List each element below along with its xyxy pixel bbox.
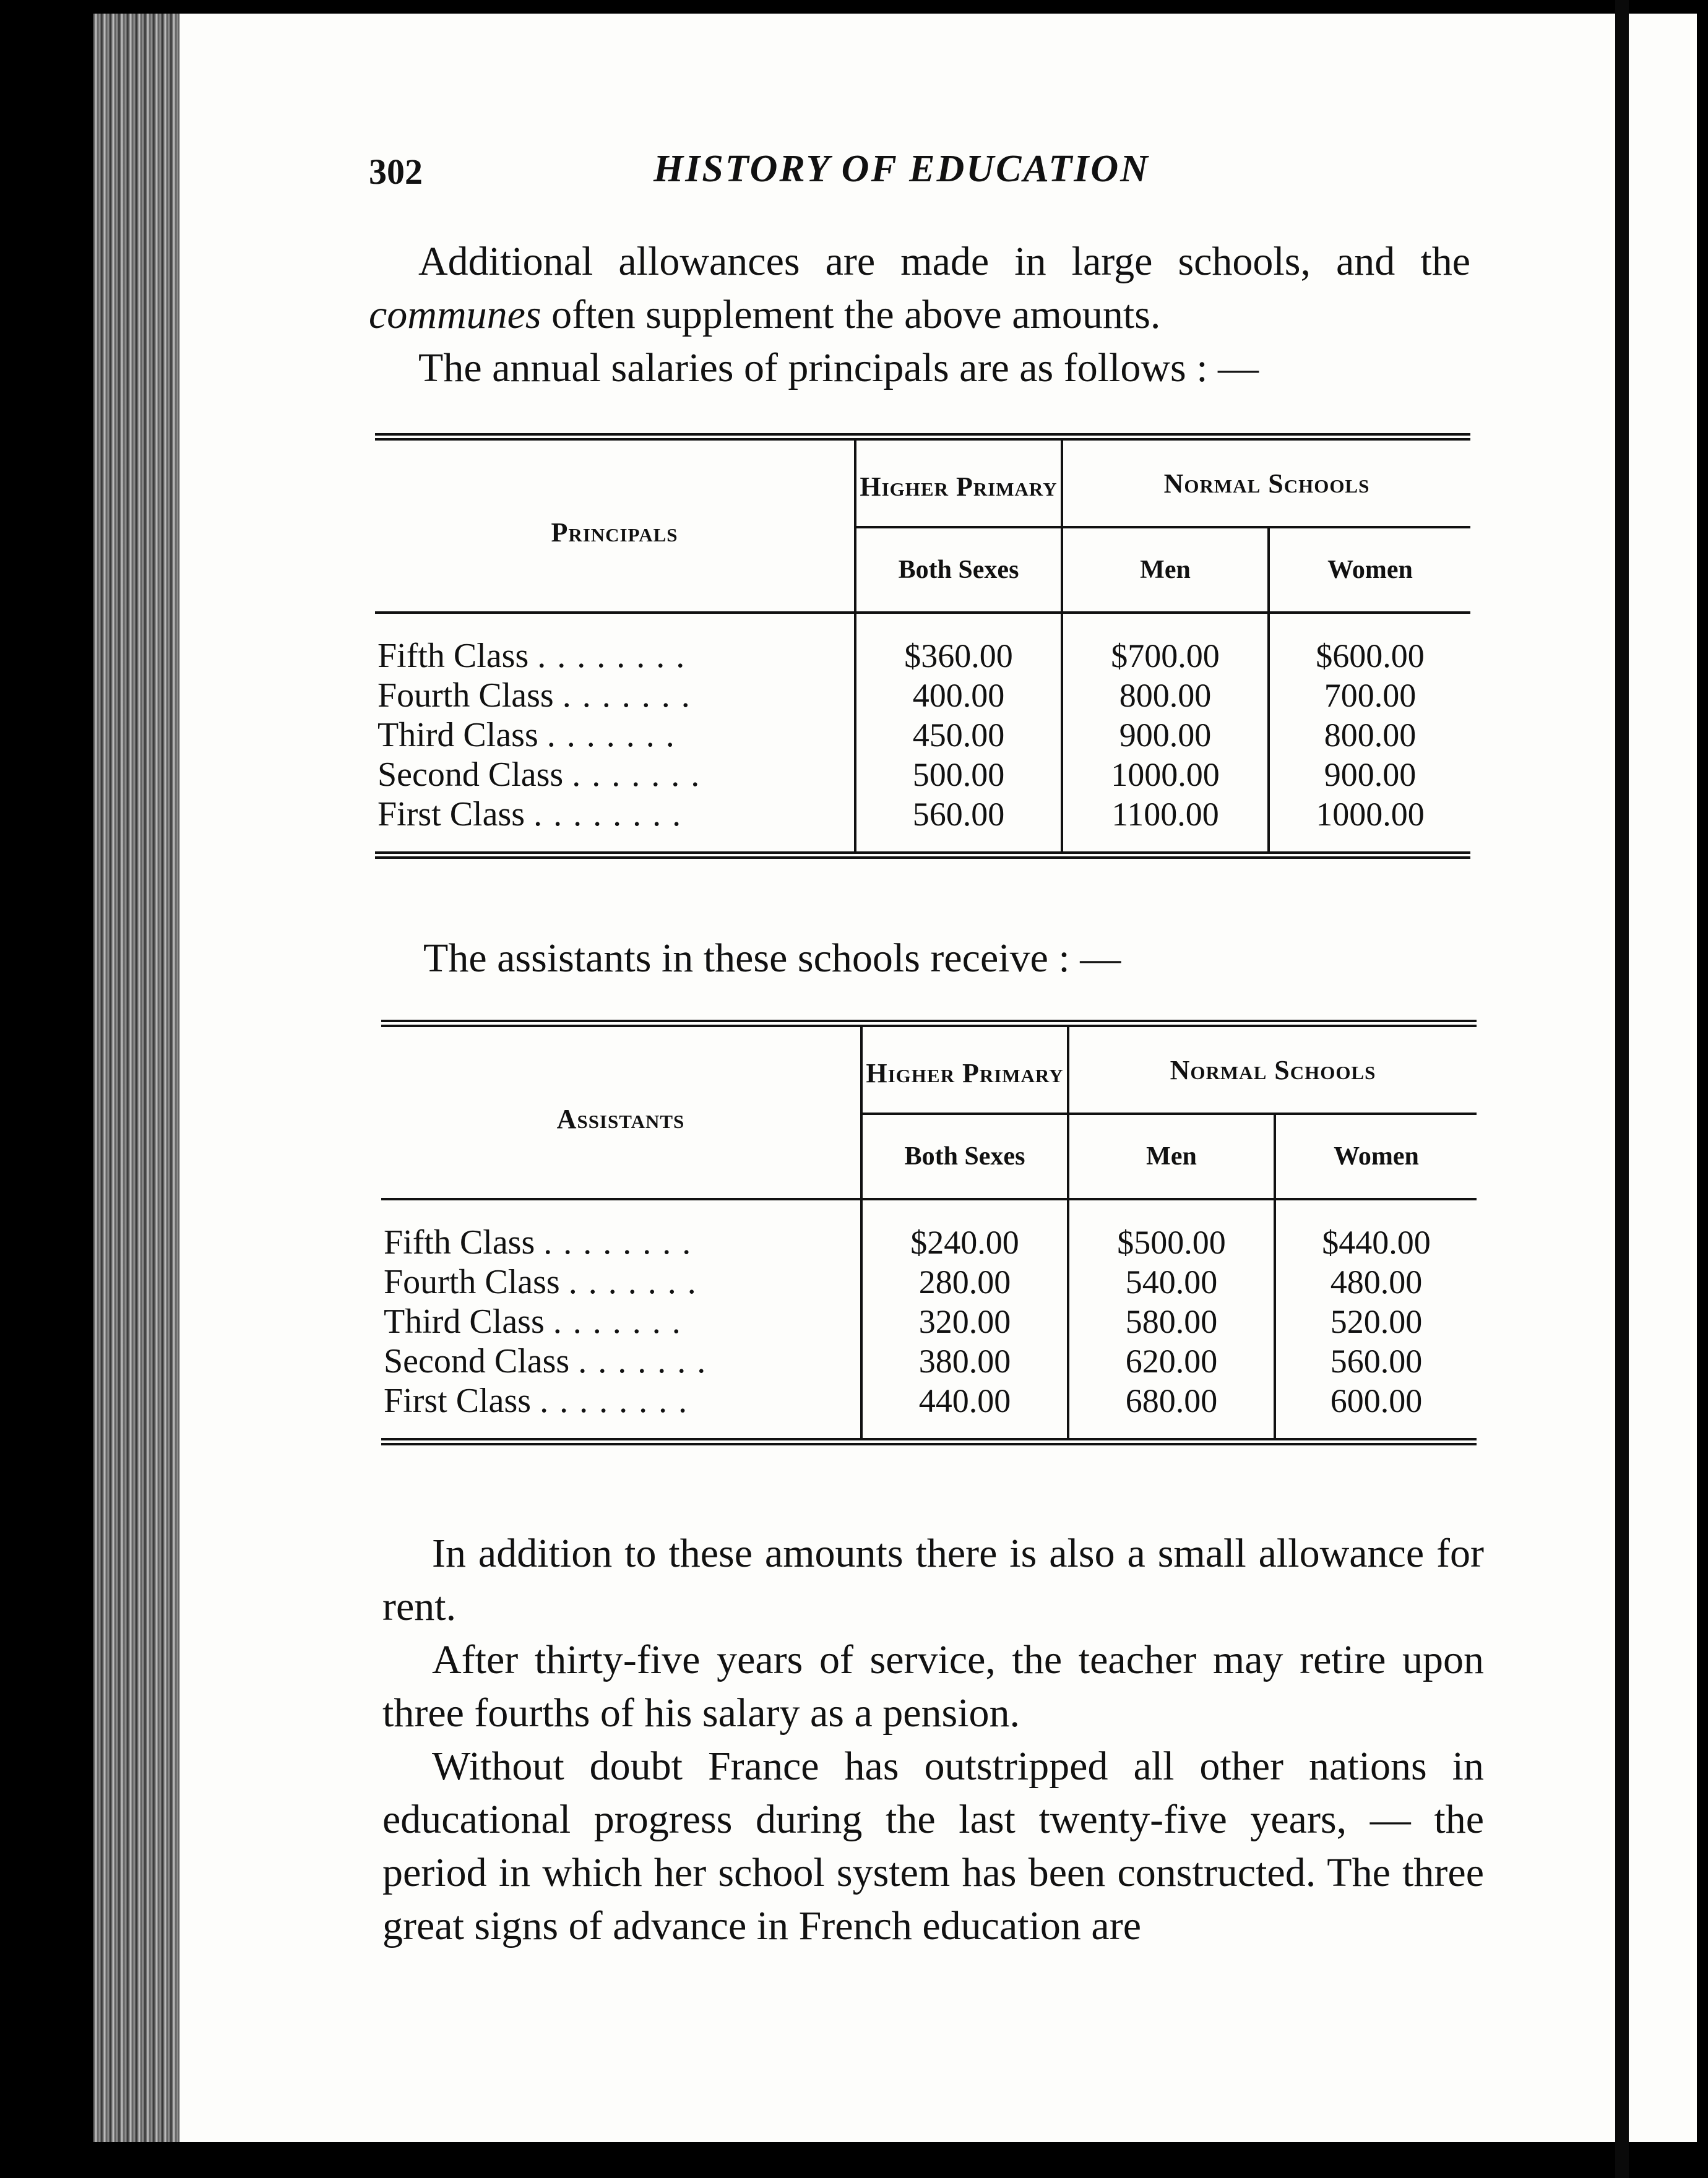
cell-women: 600.00 <box>1275 1381 1477 1442</box>
table-row <box>375 715 1470 755</box>
normal-schools-header: Normal Schools <box>1068 1023 1477 1114</box>
leader-dots: ....... <box>562 676 701 715</box>
intro-paragraph-2: The annual salaries of principals are as follows : — <box>418 345 1259 390</box>
cell-women: 900.00 <box>1269 755 1470 794</box>
men-header: Men <box>1068 1114 1275 1199</box>
closing-paragraph-1: In addition to these amounts there is also a small allowance for rent. <box>382 1531 1484 1629</box>
table-header-row <box>375 437 1470 527</box>
class-label: Fourth Class <box>384 1263 560 1301</box>
page-gutter <box>1615 0 1629 2178</box>
cell-both-sexes: $240.00 <box>861 1199 1068 1262</box>
cell-both-sexes: 280.00 <box>861 1262 1068 1302</box>
class-label: Fifth Class <box>377 637 529 675</box>
men-header: Men <box>1062 527 1269 613</box>
row-header-assistants: Assistants <box>381 1023 861 1199</box>
closing-paragraph-3: Without doubt France has outstripped all other nations in educational progress during the last twenty-five years, — the period in which her school system has been constructed. The three great signs of advance in French education are <box>382 1744 1484 1948</box>
class-label: Second Class <box>384 1342 570 1380</box>
principals-salary-table <box>375 433 1470 859</box>
cell-men: 1100.00 <box>1062 794 1269 855</box>
cell-women: 520.00 <box>1275 1302 1477 1341</box>
leader-dots: ....... <box>546 716 686 754</box>
cell-both-sexes: 450.00 <box>855 715 1062 755</box>
cell-men: 580.00 <box>1068 1302 1275 1341</box>
cell-women: 480.00 <box>1275 1262 1477 1302</box>
cell-men: 800.00 <box>1062 676 1269 715</box>
cell-men: $500.00 <box>1068 1199 1275 1262</box>
cell-both-sexes: 440.00 <box>861 1381 1068 1442</box>
cell-both-sexes: 500.00 <box>855 755 1062 794</box>
leader-dots: ........ <box>533 795 692 833</box>
cell-men: 620.00 <box>1068 1341 1275 1381</box>
running-title: HISTORY OF EDUCATION <box>653 148 1150 190</box>
leader-dots: ....... <box>578 1342 717 1380</box>
leader-dots: ....... <box>568 1263 707 1301</box>
assistants-salary-table <box>381 1020 1477 1445</box>
class-label: Fifth Class <box>384 1223 535 1262</box>
both-sexes-header: Both Sexes <box>855 527 1062 613</box>
normal-schools-header: Normal Schools <box>1062 437 1470 527</box>
higher-primary-header: Higher Primary <box>855 437 1062 527</box>
row-header-principals: Principals <box>375 437 855 613</box>
cell-women: 1000.00 <box>1269 794 1470 855</box>
leader-dots: ........ <box>543 1223 702 1262</box>
running-head <box>369 147 1470 197</box>
table-row <box>375 676 1470 715</box>
cell-men: $700.00 <box>1062 613 1269 676</box>
women-header: Women <box>1269 527 1470 613</box>
class-label: First Class <box>384 1382 532 1420</box>
table-row <box>375 613 1470 676</box>
cell-both-sexes: 380.00 <box>861 1341 1068 1381</box>
facing-page-edge <box>1629 14 1697 2142</box>
cell-both-sexes: 400.00 <box>855 676 1062 715</box>
cell-men: 680.00 <box>1068 1381 1275 1442</box>
cell-women: 700.00 <box>1269 676 1470 715</box>
assistants-intro: The assistants in these schools receive : — <box>423 936 1121 981</box>
intro-paragraph-1: Additional allowances are made in large schools, and the communes often supplement the above amounts. <box>369 239 1470 337</box>
closing-paragraph-2: After thirty-five years of service, the teacher may retire upon three fourths of his salary as a pension. <box>382 1637 1484 1736</box>
class-label: Third Class <box>384 1302 545 1341</box>
class-label: Third Class <box>377 716 538 754</box>
class-label: Fourth Class <box>377 676 554 715</box>
cell-men: 540.00 <box>1068 1262 1275 1302</box>
table-row <box>381 1341 1477 1381</box>
cell-women: 560.00 <box>1275 1341 1477 1381</box>
cell-both-sexes: 320.00 <box>861 1302 1068 1341</box>
cell-women: 800.00 <box>1269 715 1470 755</box>
table-row <box>381 1302 1477 1341</box>
cell-both-sexes: $360.00 <box>855 613 1062 676</box>
higher-primary-header: Higher Primary <box>861 1023 1068 1114</box>
cell-women: $440.00 <box>1275 1199 1477 1262</box>
leader-dots: ....... <box>553 1302 692 1341</box>
leader-dots: ........ <box>540 1382 699 1420</box>
class-label: Second Class <box>377 755 564 794</box>
cell-men: 900.00 <box>1062 715 1269 755</box>
leader-dots: ....... <box>572 755 711 794</box>
table-row <box>381 1381 1477 1442</box>
women-header: Women <box>1275 1114 1477 1199</box>
cell-women: $600.00 <box>1269 613 1470 676</box>
table-row <box>381 1199 1477 1262</box>
cell-men: 1000.00 <box>1062 755 1269 794</box>
table-header-row <box>381 1023 1477 1114</box>
class-label: First Class <box>377 795 525 833</box>
leader-dots: ........ <box>537 637 696 675</box>
italic-word: communes <box>369 292 541 337</box>
both-sexes-header: Both Sexes <box>861 1114 1068 1199</box>
table-row <box>381 1262 1477 1302</box>
cell-both-sexes: 560.00 <box>855 794 1062 855</box>
page-number: 302 <box>369 152 423 192</box>
table-row <box>375 794 1470 855</box>
table-row <box>375 755 1470 794</box>
book-spine-edge <box>93 14 179 2142</box>
